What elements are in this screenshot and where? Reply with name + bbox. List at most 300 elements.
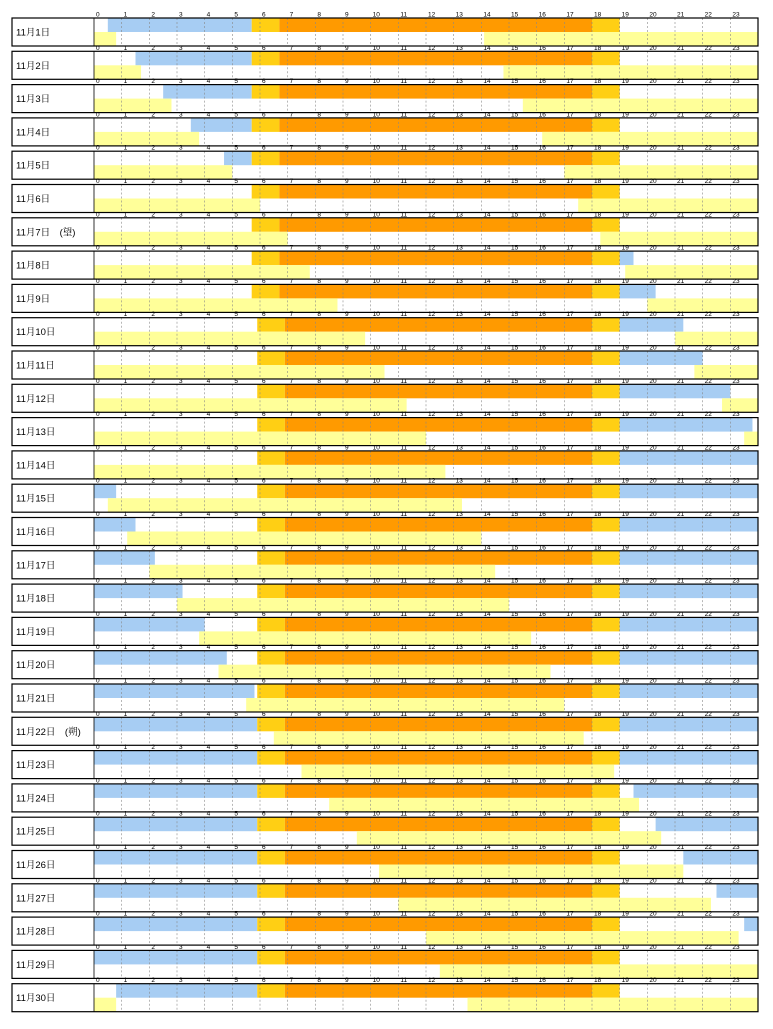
hour-tick-label: 18 [594,977,602,985]
hour-tick-label: 20 [649,178,657,185]
hour-tick-label: 21 [677,511,685,518]
hour-tick-label: 9 [345,477,349,485]
hour-tick-label: 17 [566,910,574,918]
hour-tick-label: 3 [179,810,183,818]
hour-tick-label: 21 [677,211,685,219]
hour-tick-label: 0 [96,677,100,685]
hour-tick-label: 13 [455,544,463,552]
sky-bar [620,451,758,465]
hour-tick-label: 19 [621,610,629,618]
hour-tick-label: 14 [483,277,491,285]
sky-bar [683,851,758,865]
hour-tick-label: 4 [206,477,211,485]
hour-tick-label: 23 [732,810,740,818]
hour-tick-label: 16 [538,11,546,19]
hour-tick-label: 18 [594,744,602,752]
hour-tick-label: 22 [704,610,712,618]
hour-tick-label: 12 [428,877,436,885]
hour-tick-label: 17 [566,477,574,485]
hour-tick-label: 10 [372,211,380,219]
hour-tick-label: 20 [649,477,657,485]
hour-tick-label: 1 [123,644,128,652]
hour-tick-label: 7 [289,610,294,618]
hour-tick-label: 19 [621,943,629,951]
hour-tick-label: 15 [511,277,519,285]
twilight-bar [592,917,620,931]
twilight-bar [592,418,620,432]
hour-tick-label: 14 [483,744,491,752]
hour-tick-label: 12 [428,744,436,752]
hour-tick-label: 0 [96,277,100,285]
hour-tick-label: 2 [151,844,155,851]
hour-tick-label: 13 [455,377,463,385]
twilight-bar [257,451,285,465]
hour-tick-label: 4 [206,377,211,385]
hour-tick-label: 10 [372,244,380,252]
hour-tick-label: 21 [677,844,685,851]
hour-tick-label: 22 [704,477,712,485]
hour-tick-label: 0 [96,144,100,152]
hour-tick-label: 18 [594,910,602,918]
twilight-bar [592,185,620,199]
hour-tick-label: 5 [234,644,238,652]
hour-tick-label: 16 [538,910,546,918]
hour-tick-label: 18 [594,178,602,185]
hour-tick-label: 15 [511,211,519,219]
hour-tick-label: 1 [123,511,128,518]
hour-tick-label: 6 [262,744,266,752]
hour-tick-label: 11 [400,610,408,618]
hour-tick-label: 19 [621,178,629,185]
hour-tick-label: 21 [677,344,685,352]
daylight-bar [285,917,592,931]
twilight-bar [592,617,620,631]
day-row [12,45,758,80]
hour-tick-label: 7 [289,844,294,851]
hour-tick-label: 23 [732,943,740,951]
hour-tick-label: 14 [483,44,491,52]
hour-tick-label: 3 [179,844,183,851]
twilight-bar [257,717,285,731]
sky-bar [116,984,257,998]
hour-tick-label: 17 [566,943,574,951]
hour-tick-label: 0 [96,344,100,352]
hour-tick-label: 3 [179,78,183,86]
moon-bar [94,132,199,146]
hour-tick-label: 2 [151,277,155,285]
hour-tick-label: 13 [455,78,463,86]
hour-tick-label: 14 [483,910,491,918]
sky-bar [94,518,136,532]
hour-tick-label: 0 [96,78,100,86]
hour-tick-label: 11 [400,477,408,485]
hour-tick-label: 4 [206,777,211,785]
hour-tick-label: 22 [704,644,712,652]
hour-tick-label: 4 [206,444,211,452]
hour-tick-label: 23 [732,11,740,19]
hour-tick-label: 5 [234,277,238,285]
hour-tick-label: 6 [262,610,266,618]
hour-tick-label: 8 [317,78,321,86]
daylight-bar [285,617,592,631]
hour-tick-label: 7 [289,111,294,119]
hour-tick-label: 2 [151,477,155,485]
hour-tick-label: 6 [262,644,266,652]
hour-tick-label: 14 [483,144,491,152]
hour-tick-label: 7 [289,44,294,52]
hour-tick-label: 12 [428,810,436,818]
hour-tick-label: 13 [455,411,463,419]
hour-tick-label: 2 [151,244,155,252]
hour-tick-label: 6 [262,211,266,219]
hour-tick-label: 23 [732,910,740,918]
hour-tick-label: 15 [511,577,519,585]
day-label: 11月18日 [16,593,56,605]
hour-tick-label: 2 [151,977,155,985]
hour-tick-label: 11 [400,344,408,352]
daylight-bar [285,318,592,332]
sky-bar [620,351,703,365]
hour-tick-label: 21 [677,444,685,452]
hour-tick-label: 1 [123,477,128,485]
hour-tick-label: 18 [594,244,602,252]
hour-tick-label: 9 [345,344,349,352]
day-row [12,444,758,479]
hour-tick-label: 12 [428,144,436,152]
day-label: 11月23日 [16,760,56,772]
hour-tick-label: 22 [704,910,712,918]
hour-tick-label: 16 [538,111,546,119]
hour-tick-label: 18 [594,943,602,951]
hour-tick-label: 7 [289,11,294,19]
hour-tick-label: 5 [234,11,238,19]
hour-tick-label: 1 [123,977,128,985]
sky-bar [620,684,758,698]
hour-tick-label: 17 [566,877,574,885]
hour-tick-label: 15 [511,178,519,185]
hour-tick-label: 4 [206,78,211,86]
sky-bar [620,518,758,532]
moon-bar [94,365,385,379]
hour-tick-label: 0 [96,810,100,818]
hour-tick-label: 11 [400,877,408,885]
twilight-bar [252,185,280,199]
hour-tick-label: 16 [538,178,546,185]
twilight-bar [592,717,620,731]
twilight-bar [592,351,620,365]
hour-tick-label: 6 [262,111,266,119]
hour-tick-label: 14 [483,78,491,86]
hour-tick-label: 10 [372,144,380,152]
day-label: 11月19日 [16,626,56,638]
hour-tick-label: 23 [732,244,740,252]
hour-tick-label: 15 [511,311,519,319]
hour-tick-label: 5 [234,977,238,985]
hour-tick-label: 6 [262,144,266,152]
hour-tick-label: 14 [483,11,491,19]
hour-tick-label: 1 [123,111,128,119]
hour-tick-label: 4 [206,178,211,185]
day-label: 11月7日 (望) [16,227,76,239]
hour-tick-label: 15 [511,111,519,119]
hour-tick-label: 13 [455,777,463,785]
twilight-bar [252,51,280,65]
day-label: 11月21日 [16,693,56,705]
sky-bar [620,284,656,298]
hour-tick-label: 5 [234,677,238,685]
hour-tick-label: 8 [317,644,321,652]
hour-tick-label: 2 [151,910,155,918]
hour-tick-label: 12 [428,477,436,485]
hour-tick-label: 23 [732,277,740,285]
hour-tick-label: 15 [511,744,519,752]
twilight-bar [257,984,285,998]
hour-tick-label: 6 [262,411,266,419]
hour-tick-label: 4 [206,44,211,52]
hour-tick-label: 4 [206,710,211,718]
hour-tick-label: 11 [400,511,408,518]
hour-tick-label: 0 [96,710,100,718]
hour-tick-label: 18 [594,111,602,119]
hour-tick-label: 12 [428,244,436,252]
hour-tick-label: 7 [289,877,294,885]
hour-tick-label: 2 [151,544,155,552]
twilight-bar [257,851,285,865]
hour-tick-label: 21 [677,777,685,785]
hour-tick-label: 5 [234,44,238,52]
hour-tick-label: 11 [400,577,408,585]
hour-tick-label: 8 [317,444,321,452]
hour-tick-label: 15 [511,144,519,152]
hour-tick-label: 13 [455,877,463,885]
hour-tick-label: 17 [566,577,574,585]
hour-tick-label: 14 [483,977,491,985]
hour-tick-label: 1 [123,178,128,185]
hour-tick-label: 20 [649,810,657,818]
moon-bar [744,432,758,446]
hour-tick-label: 9 [345,644,349,652]
hour-tick-label: 5 [234,943,238,951]
hour-tick-label: 20 [649,277,657,285]
hour-tick-label: 18 [594,511,602,518]
hour-tick-label: 18 [594,710,602,718]
hour-tick-label: 8 [317,544,321,552]
hour-tick-label: 5 [234,744,238,752]
hour-tick-label: 2 [151,810,155,818]
hour-tick-label: 12 [428,943,436,951]
hour-tick-label: 12 [428,44,436,52]
twilight-bar [592,218,620,232]
hour-tick-label: 21 [677,377,685,385]
hour-tick-label: 13 [455,577,463,585]
hour-tick-label: 17 [566,411,574,419]
hour-tick-label: 22 [704,11,712,19]
hour-tick-label: 17 [566,277,574,285]
hour-tick-label: 7 [289,744,294,752]
twilight-bar [257,651,285,665]
daylight-bar [285,884,592,898]
hour-tick-label: 0 [96,910,100,918]
sky-bar [94,917,257,931]
day-label: 11月17日 [16,560,56,572]
daylight-bar [285,518,592,532]
hour-tick-label: 11 [400,244,408,252]
hour-tick-label: 14 [483,178,491,185]
hour-tick-label: 21 [677,644,685,652]
moon-bar [523,99,758,113]
hour-tick-label: 9 [345,844,349,851]
day-row [12,345,758,380]
hour-tick-label: 14 [483,877,491,885]
hour-tick-label: 23 [732,710,740,718]
hour-tick-label: 16 [538,211,546,219]
day-row [12,744,758,779]
hour-tick-label: 8 [317,144,321,152]
hour-tick-label: 12 [428,677,436,685]
hour-tick-label: 9 [345,78,349,86]
hour-tick-label: 8 [317,610,321,618]
hour-tick-label: 8 [317,311,321,319]
hour-tick-label: 13 [455,311,463,319]
hour-tick-label: 3 [179,411,183,419]
hour-tick-label: 16 [538,744,546,752]
day-row [12,877,758,912]
hour-tick-label: 13 [455,977,463,985]
hour-tick-label: 11 [400,810,408,818]
hour-tick-label: 5 [234,810,238,818]
daylight-bar [279,185,592,199]
hour-tick-label: 8 [317,411,321,419]
hour-tick-label: 4 [206,144,211,152]
hour-tick-label: 23 [732,977,740,985]
hour-tick-label: 10 [372,277,380,285]
hour-tick-label: 17 [566,377,574,385]
hour-tick-label: 23 [732,610,740,618]
hour-tick-label: 22 [704,877,712,885]
hour-tick-label: 16 [538,311,546,319]
moon-bar [426,931,739,945]
hour-tick-label: 17 [566,977,574,985]
hour-tick-label: 5 [234,178,238,185]
hour-tick-label: 13 [455,844,463,851]
hour-tick-label: 19 [621,211,629,219]
hour-tick-label: 14 [483,444,491,452]
hour-tick-label: 22 [704,411,712,419]
sky-bar [94,784,257,798]
hour-tick-label: 4 [206,244,211,252]
hour-tick-label: 21 [677,411,685,419]
hour-tick-label: 6 [262,178,266,185]
hour-tick-label: 17 [566,511,574,518]
sky-bar [108,18,252,32]
hour-tick-label: 4 [206,977,211,985]
hour-tick-label: 19 [621,777,629,785]
hour-tick-label: 22 [704,44,712,52]
hour-tick-label: 16 [538,411,546,419]
day-label: 11月29日 [16,959,56,971]
daylight-bar [285,584,592,598]
hour-tick-label: 11 [400,977,408,985]
hour-tick-label: 15 [511,377,519,385]
hour-tick-label: 0 [96,610,100,618]
hour-tick-label: 14 [483,377,491,385]
hour-tick-label: 11 [400,544,408,552]
hour-tick-label: 15 [511,710,519,718]
sky-bar [94,484,116,498]
hour-tick-label: 21 [677,244,685,252]
hour-tick-label: 6 [262,44,266,52]
hour-tick-label: 16 [538,877,546,885]
day-row [12,977,758,1012]
twilight-bar [592,151,620,165]
hour-tick-label: 18 [594,477,602,485]
hour-tick-label: 6 [262,78,266,86]
hour-tick-label: 6 [262,943,266,951]
hour-tick-label: 5 [234,411,238,419]
twilight-bar [592,484,620,498]
hour-tick-label: 16 [538,677,546,685]
hour-tick-label: 9 [345,277,349,285]
hour-tick-label: 5 [234,544,238,552]
hour-tick-label: 2 [151,677,155,685]
day-row [12,777,758,812]
hour-tick-label: 3 [179,710,183,718]
hour-tick-label: 12 [428,610,436,618]
hour-tick-label: 1 [123,577,128,585]
hour-tick-label: 21 [677,144,685,152]
hour-tick-label: 10 [372,11,380,19]
hour-tick-label: 16 [538,344,546,352]
hour-tick-label: 13 [455,511,463,518]
sky-bar [634,784,759,798]
hour-tick-label: 1 [123,78,128,86]
twilight-bar [592,851,620,865]
hour-tick-label: 19 [621,277,629,285]
hour-tick-label: 23 [732,744,740,752]
hour-tick-label: 0 [96,877,100,885]
day-row [12,678,758,713]
hour-tick-label: 2 [151,710,155,718]
hour-tick-label: 20 [649,910,657,918]
hour-tick-label: 11 [400,710,408,718]
hour-tick-label: 20 [649,44,657,52]
hour-tick-label: 9 [345,777,349,785]
hour-tick-label: 2 [151,877,155,885]
hour-tick-label: 4 [206,744,211,752]
twilight-bar [257,384,285,398]
hour-tick-label: 1 [123,777,128,785]
hour-tick-label: 20 [649,977,657,985]
sky-bar [744,917,758,931]
hour-tick-label: 15 [511,844,519,851]
hour-tick-label: 23 [732,44,740,52]
hour-tick-label: 10 [372,377,380,385]
sky-bar [620,584,758,598]
hour-tick-label: 4 [206,877,211,885]
twilight-bar [592,651,620,665]
hour-tick-label: 9 [345,977,349,985]
sky-bar [224,151,252,165]
hour-tick-label: 13 [455,44,463,52]
hour-tick-label: 21 [677,44,685,52]
hour-tick-label: 11 [400,44,408,52]
hour-tick-label: 13 [455,943,463,951]
sky-bar [717,884,759,898]
hour-tick-label: 9 [345,744,349,752]
sky-bar [191,118,252,132]
twilight-bar [592,85,620,99]
daylight-bar [285,717,592,731]
